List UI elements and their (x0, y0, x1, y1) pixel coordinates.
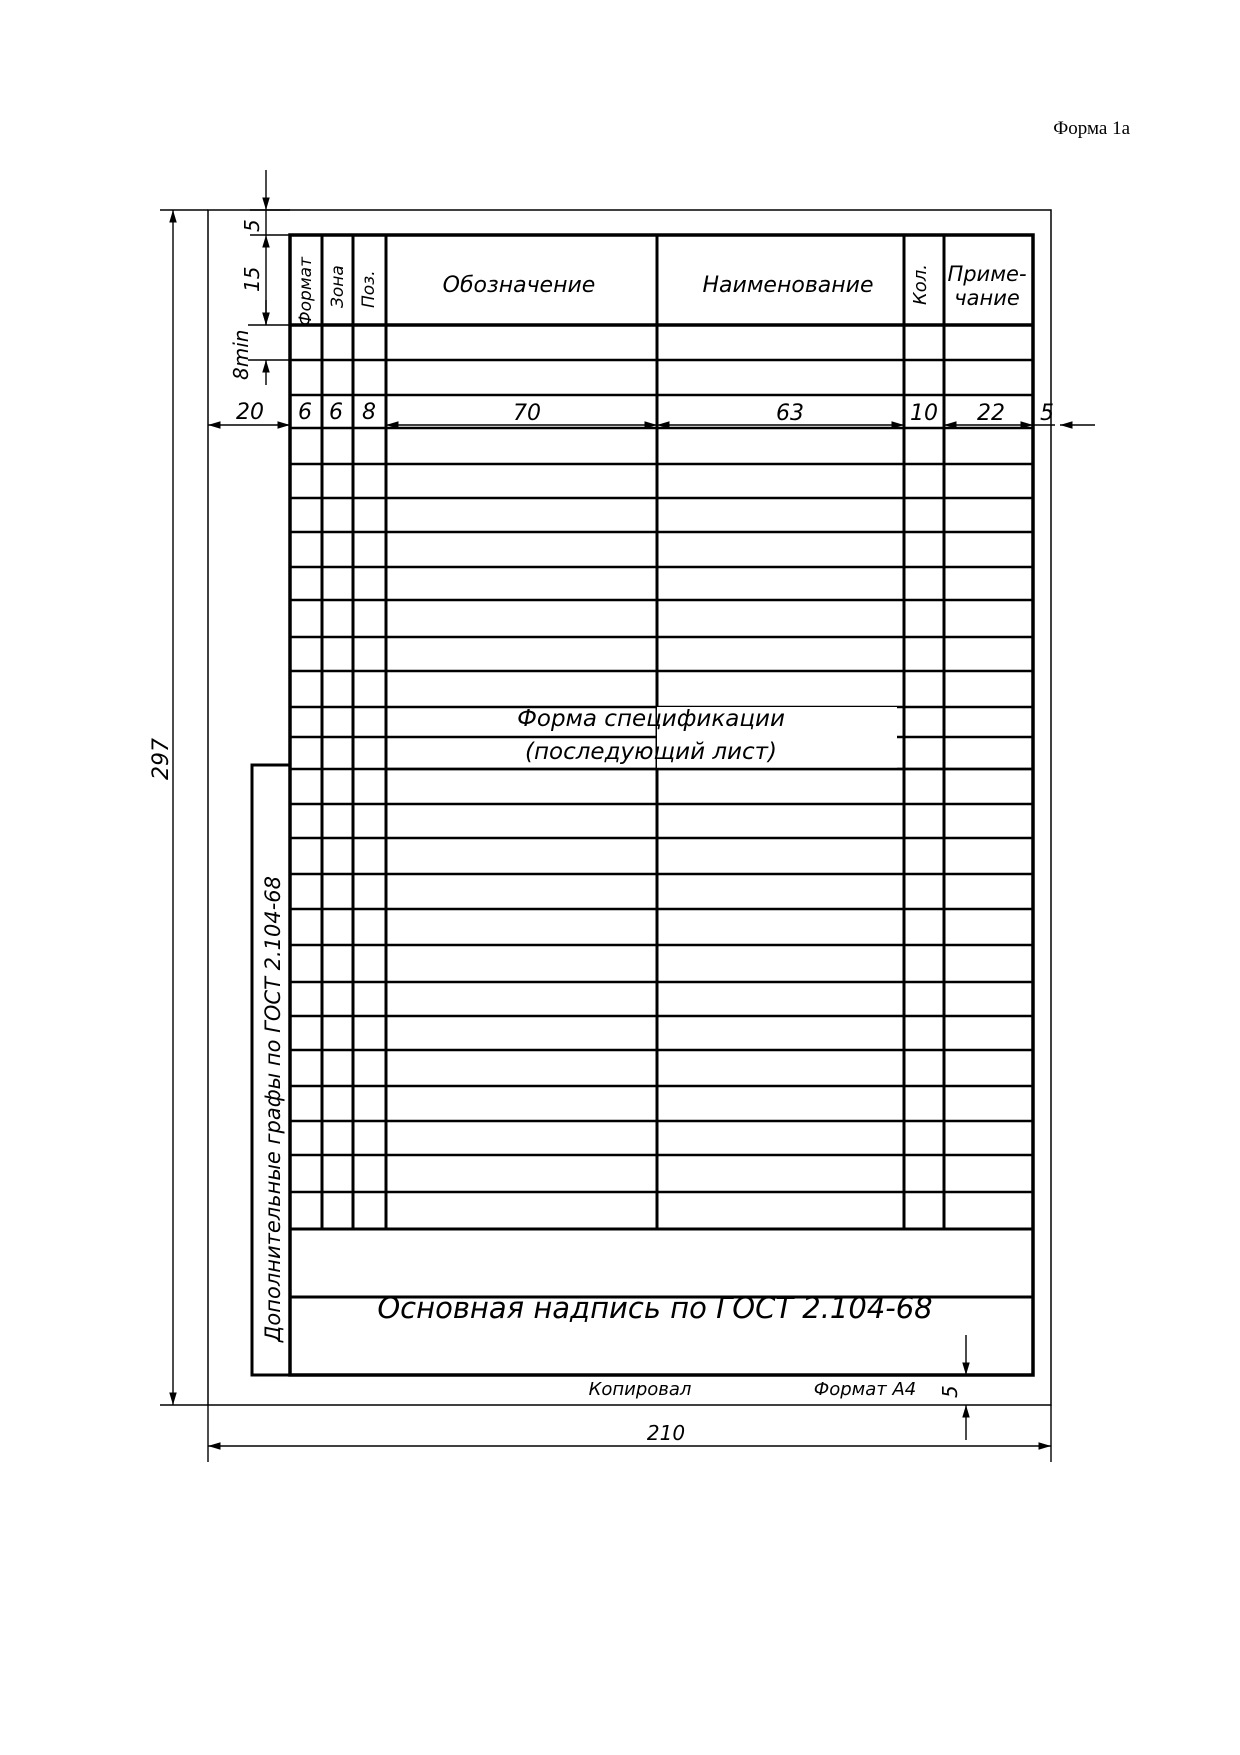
dim-qty: 10 (910, 401, 938, 426)
form-number-label: Форма 1а (1053, 118, 1130, 139)
center-title-line1: Форма спецификации (517, 706, 785, 732)
dim-right: 5 (1040, 401, 1054, 426)
sheet-outline (208, 210, 1051, 1405)
col-note-label-1: Приме- (947, 262, 1027, 286)
title-block-label: Основная надпись по ГОСТ 2.104-68 (377, 1291, 933, 1325)
center-title-line2: (последующий лист) (525, 739, 777, 765)
col-format-label: Формат (296, 257, 316, 326)
dim-row-min: 8min (229, 329, 253, 380)
copied-label: Копировал (588, 1379, 692, 1400)
format-label: Формат А4 (813, 1379, 917, 1400)
dim-zone: 6 (329, 400, 343, 425)
dim-format: 6 (298, 400, 312, 425)
col-zone-label: Зона (328, 265, 348, 308)
dim-sheet-width: 210 (646, 1421, 686, 1445)
dim-bottom-offset: 5 (938, 1385, 962, 1398)
col-note-label-2: чание (954, 286, 1020, 310)
col-name-label: Наименование (702, 273, 874, 298)
col-designation-label: Обозначение (442, 273, 596, 298)
dim-sheet-height: 297 (149, 738, 174, 780)
dim-pos: 8 (362, 400, 376, 425)
dim-name: 63 (776, 401, 804, 426)
dim-note: 22 (977, 401, 1005, 426)
dim-header-height: 15 (240, 266, 264, 292)
width-dimension (208, 1405, 1051, 1462)
dim-margin: 20 (236, 400, 264, 425)
col-qty-label: Кол. (910, 263, 931, 305)
height-dimension (160, 210, 208, 1405)
dim-designation: 70 (513, 401, 541, 426)
col-pos-label: Поз. (359, 270, 379, 308)
dim-top: 5 (240, 219, 264, 232)
additional-columns-label: Дополнительные графы по ГОСТ 2.104-68 (261, 876, 285, 1342)
